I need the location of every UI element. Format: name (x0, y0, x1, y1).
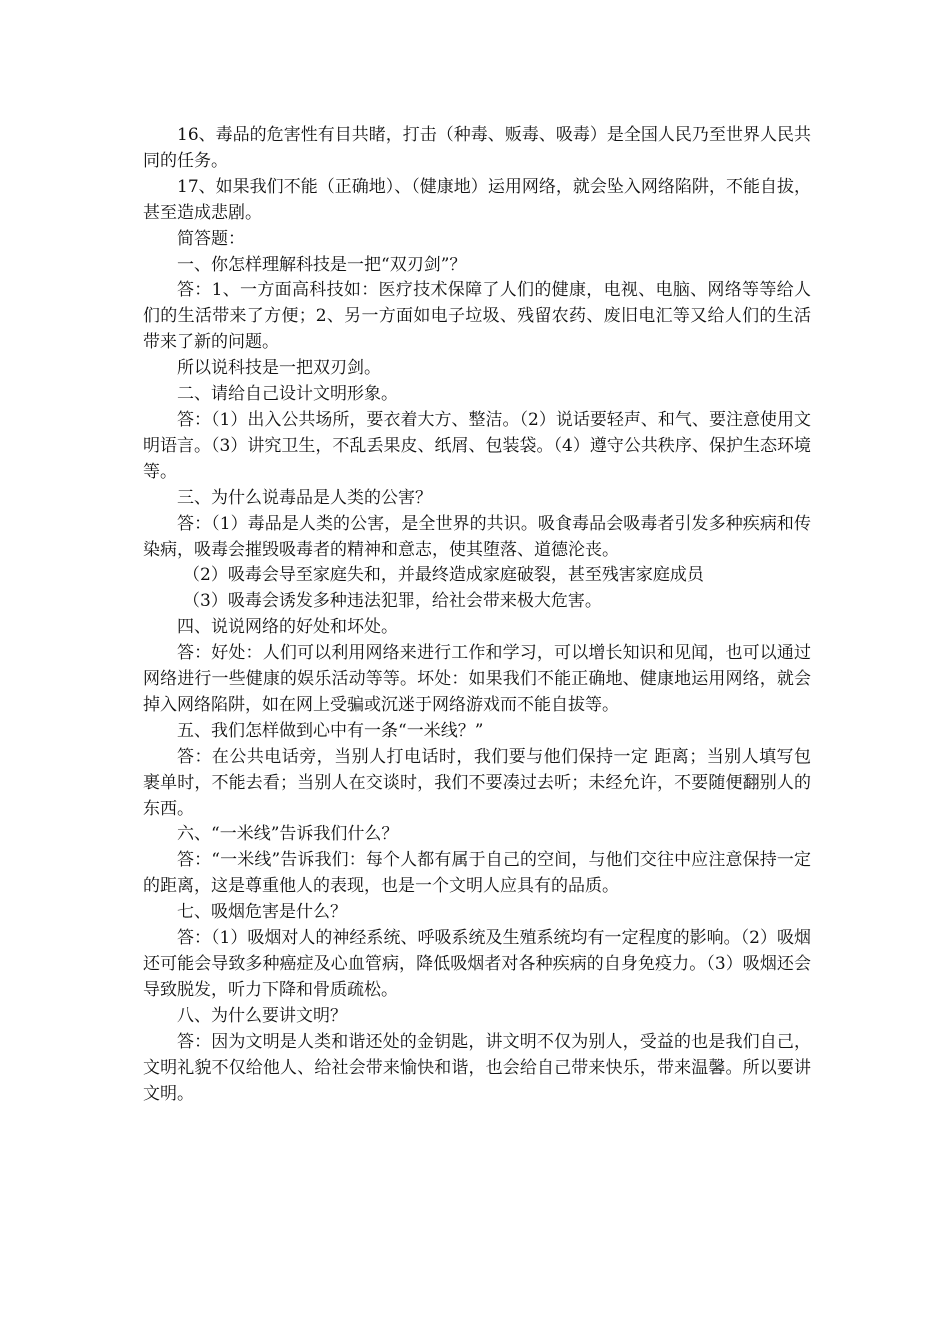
item-16: 16、毒品的危害性有目共睹，打击（种毒、贩毒、吸毒）是全国人民乃至世界人民共同的任务。 (143, 125, 811, 171)
question-7: 七、吸烟危害是什么？ (177, 902, 347, 923)
answer-3-part-2: （2）吸毒会导至家庭失和，并最终造成家庭破裂，甚至残害家庭成员 (183, 565, 704, 586)
answer-3-part-3: （3）吸毒会诱发多种违法犯罪，给社会带来极大危害。 (183, 591, 602, 612)
answer-5: 答：在公共电话旁，当别人打电话时，我们要与他们保持一定 距离；当别人填写包裹单时，不能去看；当别人在交谈时，我们不要凑过去听；未经允许，不要随便翻别人的东西。 (143, 746, 811, 819)
answer-8: 答：因为文明是人类和谐还处的金钥匙，讲文明不仅为别人，受益的也是我们自己，文明礼貌不仅给他人、给社会带来愉快和谐，也会给自己带来快乐，带来温馨。所以要讲文明。 (143, 1031, 811, 1104)
question-8: 八、为什么要讲文明？ (177, 1005, 347, 1026)
answer-6: 答：“一米线”告诉我们：每个人都有属于自己的空间，与他们交往中应注意保持一定的距离，这是尊重他人的表现，也是一个文明人应具有的品质。 (143, 850, 811, 897)
answer-7: 答：（1）吸烟对人的神经系统、呼吸系统及生殖系统均有一定程度的影响。（2）吸烟还可能会导致多种癌症及心血管病，降低吸烟者对各种疾病的自身免疫力。（3）吸烟还会导致脱发，听力下降和骨质疏松。 (143, 928, 811, 1000)
answer-2: 答：（1）出入公共场所，要衣着大方、整洁。（2）说话要轻声、和气、要注意使用文明语言。（3）讲究卫生，不乱丢果皮、纸屑、包装袋。（4）遵守公共秩序、保护生态环境等。 (143, 409, 811, 482)
question-1: 一、你怎样理解科技是一把“双刃剑”？ (177, 254, 467, 275)
document-body (143, 123, 811, 1107)
question-2: 二、请给自己设计文明形象。 (177, 384, 398, 405)
item-17: 17、如果我们不能（正确地）、（健康地）运用网络，就会坠入网络陷阱，不能自拔，甚至造成悲剧。 (143, 176, 811, 223)
question-4: 四、说说网络的好处和坏处。 (177, 617, 398, 638)
question-5: 五、我们怎样做到心中有一条“一米线？” (177, 720, 484, 741)
question-3: 三、为什么说毒品是人类的公害？ (177, 487, 432, 508)
answer-4: 答：好处：人们可以利用网络来进行工作和学习，可以增长知识和见闻，也可以通过网络进行一些健康的娱乐活动等等。坏处：如果我们不能正确地、健康地运用网络，就会掉入网络陷阱，如在网上受骗或沉迷于网络游戏而不能自拔等。 (143, 643, 811, 715)
answer-1-conclusion: 所以说科技是一把双刃剑。 (177, 358, 381, 379)
answer-3-part-1: 答：（1）毒品是人类的公害，是全世界的共识。吸食毒品会吸毒者引发多种疾病和传染病，吸毒会摧毁吸毒者的精神和意志，使其堕落、道德沦丧。 (143, 513, 811, 560)
section-heading-short-answer: 简答题： (177, 228, 245, 249)
answer-1: 答：1、一方面高科技如：医疗技术保障了人们的健康，电视、电脑、网络等等给人们的生活带来了方便；2、另一方面如电子垃圾、残留农药、废旧电汇等又给人们的生活带来了新的问题。 (143, 280, 811, 353)
question-6: 六、“一米线”告诉我们什么？ (177, 824, 399, 845)
